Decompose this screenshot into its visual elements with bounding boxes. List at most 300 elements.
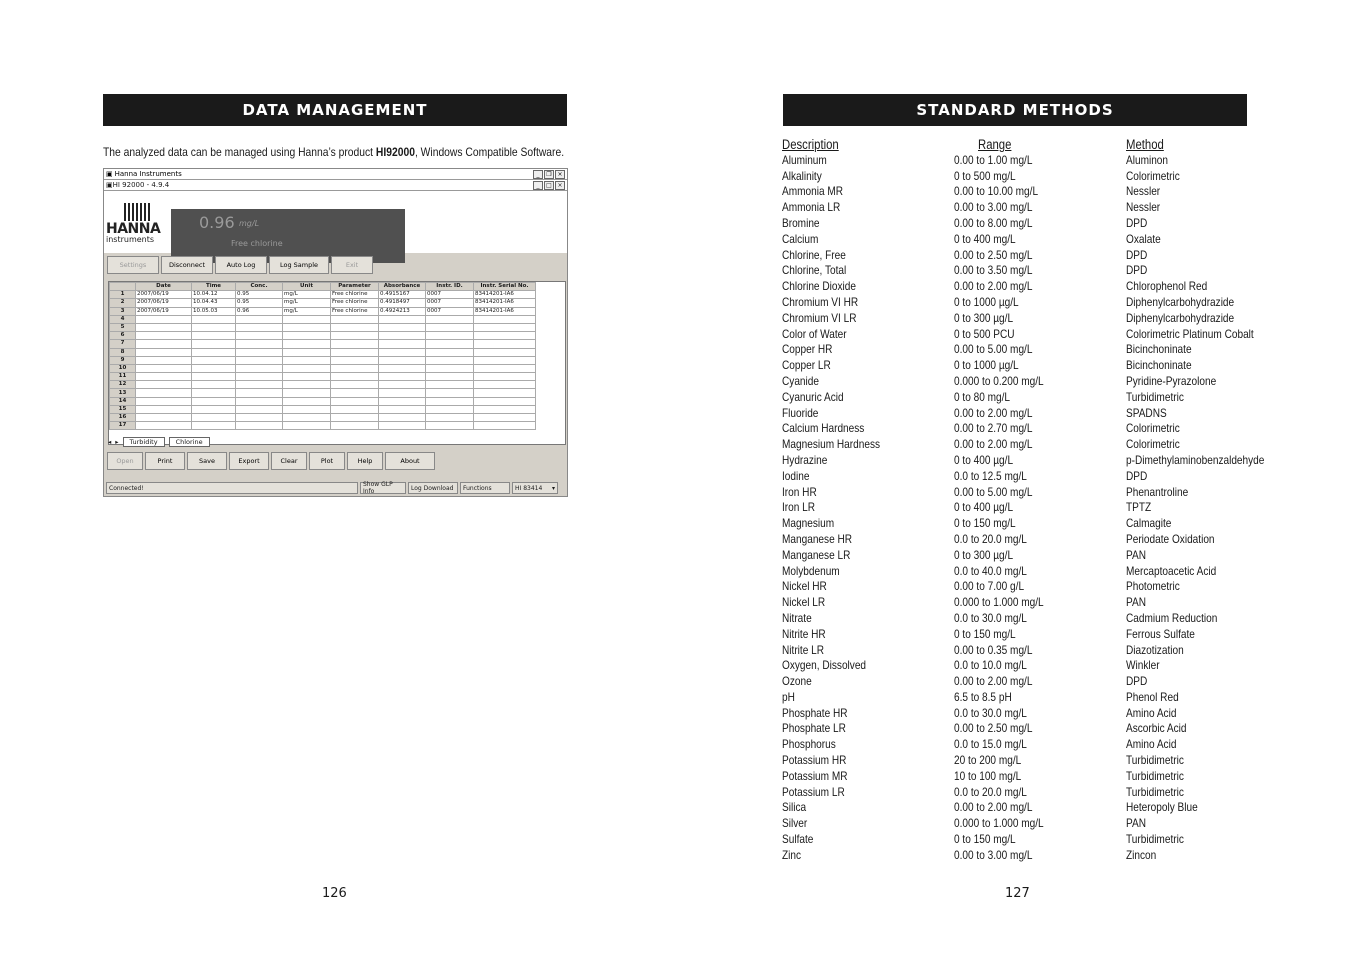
method-description: Oxygen, Dissolved xyxy=(782,658,867,673)
table-cell[interactable] xyxy=(283,381,331,389)
data-management-title: DATA MANAGEMENT xyxy=(103,94,567,126)
data-grid[interactable] xyxy=(108,281,566,445)
method-range: 20 to 200 mg/L xyxy=(954,753,1022,768)
method-name: Mercaptoacetic Acid xyxy=(1126,563,1217,578)
table-row[interactable] xyxy=(110,422,536,430)
method-range: 0.00 to 3.50 mg/L xyxy=(954,263,1033,278)
disconnect-button[interactable]: Disconnect xyxy=(161,256,213,274)
table-row[interactable] xyxy=(110,291,536,299)
method-range: 0 to 400 µg/L xyxy=(954,500,1014,515)
method-name: Diazotization xyxy=(1126,642,1184,657)
page-number-left: 126 xyxy=(322,886,347,901)
table-cell[interactable] xyxy=(426,323,474,331)
table-cell[interactable] xyxy=(474,405,536,413)
table-cell[interactable] xyxy=(379,323,426,331)
method-description: Copper LR xyxy=(782,358,831,373)
method-range: 0.0 to 30.0 mg/L xyxy=(954,705,1027,720)
table-cell[interactable] xyxy=(136,381,192,389)
table-cell[interactable] xyxy=(379,381,426,389)
table-cell[interactable] xyxy=(474,389,536,397)
method-name: Cadmium Reduction xyxy=(1126,610,1218,625)
table-cell[interactable] xyxy=(283,422,331,430)
table-row[interactable] xyxy=(110,348,536,356)
table-cell[interactable] xyxy=(426,332,474,340)
method-range: 0 to 1000 µg/L xyxy=(954,358,1019,373)
table-cell[interactable] xyxy=(192,414,236,422)
table-cell[interactable]: 2007/06/19 xyxy=(136,291,192,299)
table-cell[interactable] xyxy=(426,356,474,364)
table-cell[interactable] xyxy=(236,389,283,397)
table-row[interactable] xyxy=(110,332,536,340)
method-name: Phenol Red xyxy=(1126,689,1179,704)
col-header-time[interactable]: Time xyxy=(192,283,236,291)
table-cell[interactable] xyxy=(192,323,236,331)
print-button[interactable]: Print xyxy=(145,452,185,470)
table-cell[interactable] xyxy=(192,405,236,413)
table-cell[interactable] xyxy=(136,422,192,430)
table-cell[interactable] xyxy=(331,397,379,405)
row-number: 15 xyxy=(110,405,136,413)
method-range: 0.00 to 2.00 mg/L xyxy=(954,279,1033,294)
col-header-parameter[interactable]: Parameter xyxy=(331,283,379,291)
method-range: 0 to 150 mg/L xyxy=(954,832,1016,847)
col-header-absorbance[interactable]: Absorbance xyxy=(379,283,426,291)
exit-button[interactable]: Exit xyxy=(331,256,373,274)
table-cell[interactable]: 10.05.03 xyxy=(192,307,236,315)
table-cell[interactable] xyxy=(236,332,283,340)
method-name: p-Dimethylaminobenzaldehyde xyxy=(1126,452,1265,467)
method-description: Potassium HR xyxy=(782,753,847,768)
method-description: Cyanide xyxy=(782,373,819,388)
table-cell[interactable] xyxy=(474,348,536,356)
method-name: DPD xyxy=(1126,263,1148,278)
table-cell[interactable]: 0.4918497 xyxy=(379,299,426,307)
table-cell[interactable] xyxy=(136,405,192,413)
table-cell[interactable] xyxy=(192,315,236,323)
table-cell[interactable] xyxy=(331,373,379,381)
table-cell[interactable] xyxy=(331,340,379,348)
open-button[interactable]: Open xyxy=(107,452,143,470)
method-range: 0 to 150 mg/L xyxy=(954,626,1016,641)
method-range: 0 to 400 µg/L xyxy=(954,452,1014,467)
table-cell[interactable] xyxy=(426,364,474,372)
table-cell[interactable] xyxy=(136,348,192,356)
table-cell[interactable] xyxy=(192,356,236,364)
table-cell[interactable] xyxy=(192,340,236,348)
clear-button[interactable]: Clear xyxy=(271,452,307,470)
method-name: Bicinchoninate xyxy=(1126,342,1192,357)
table-cell[interactable] xyxy=(283,340,331,348)
intro-product: HI92000 xyxy=(375,145,415,159)
method-name: Pyridine-Pyrazolone xyxy=(1126,373,1217,388)
table-cell[interactable] xyxy=(283,315,331,323)
table-cell[interactable] xyxy=(192,397,236,405)
table-cell[interactable]: Free chlorine xyxy=(331,307,379,315)
minimize-icon[interactable]: _ xyxy=(533,170,543,179)
method-name: Bicinchoninate xyxy=(1126,358,1192,373)
table-cell[interactable] xyxy=(192,389,236,397)
table-cell[interactable] xyxy=(474,381,536,389)
table-row[interactable] xyxy=(110,414,536,422)
log-sample-button[interactable]: Log Sample xyxy=(269,256,329,274)
table-cell[interactable] xyxy=(136,340,192,348)
header-method: Method xyxy=(1126,137,1164,152)
table-cell[interactable]: 0.96 xyxy=(236,307,283,315)
sheet-tabs xyxy=(108,437,210,446)
table-cell[interactable] xyxy=(379,389,426,397)
table-cell[interactable] xyxy=(236,356,283,364)
method-description: Potassium LR xyxy=(782,784,845,799)
table-row[interactable] xyxy=(110,373,536,381)
method-name: Turbidimetric xyxy=(1126,784,1184,799)
table-cell[interactable] xyxy=(426,397,474,405)
settings-button[interactable]: Settings xyxy=(107,256,159,274)
col-header-instr-id[interactable]: Instr. ID. xyxy=(426,283,474,291)
table-cell[interactable] xyxy=(474,315,536,323)
inner-maximize-icon[interactable]: □ xyxy=(544,181,554,190)
method-name: Calmagite xyxy=(1126,516,1172,531)
plot-button[interactable]: Plot xyxy=(309,452,345,470)
method-name: Photometric xyxy=(1126,579,1180,594)
method-name: PAN xyxy=(1126,547,1146,562)
table-cell[interactable]: Free chlorine xyxy=(331,291,379,299)
table-cell[interactable] xyxy=(236,315,283,323)
table-cell[interactable] xyxy=(379,422,426,430)
table-row[interactable] xyxy=(110,405,536,413)
logo-name: HANNA xyxy=(106,221,161,237)
method-range: 0.00 to 2.00 mg/L xyxy=(954,437,1033,452)
table-cell[interactable]: 0007 xyxy=(426,299,474,307)
table-cell[interactable] xyxy=(136,397,192,405)
about-button[interactable]: About xyxy=(385,452,435,470)
method-range: 0.00 to 2.00 mg/L xyxy=(954,674,1033,689)
instrument-select[interactable] xyxy=(512,482,558,494)
method-name: PAN xyxy=(1126,595,1146,610)
method-range: 0 to 400 mg/L xyxy=(954,231,1016,246)
table-cell[interactable]: 0.95 xyxy=(236,291,283,299)
table-cell[interactable] xyxy=(426,422,474,430)
method-description: Sulfate xyxy=(782,832,814,847)
table-cell[interactable] xyxy=(331,381,379,389)
table-cell[interactable] xyxy=(331,348,379,356)
table-cell[interactable] xyxy=(474,340,536,348)
table-cell[interactable] xyxy=(283,364,331,372)
table-cell[interactable] xyxy=(331,356,379,364)
table-cell[interactable] xyxy=(136,364,192,372)
table-cell[interactable] xyxy=(136,332,192,340)
method-range: 0.0 to 20.0 mg/L xyxy=(954,531,1027,546)
method-range: 0.000 to 1.000 mg/L xyxy=(954,595,1044,610)
method-range: 0.00 to 2.50 mg/L xyxy=(954,721,1033,736)
col-header-date[interactable]: Date xyxy=(136,283,192,291)
table-cell[interactable] xyxy=(379,405,426,413)
method-description: Chromium VI LR xyxy=(782,310,857,325)
table-cell[interactable] xyxy=(474,422,536,430)
table-cell[interactable] xyxy=(136,323,192,331)
table-cell[interactable] xyxy=(192,364,236,372)
method-description: Ozone xyxy=(782,674,812,689)
inner-minimize-icon[interactable]: _ xyxy=(533,181,543,190)
table-row[interactable] xyxy=(110,397,536,405)
table-cell[interactable] xyxy=(283,389,331,397)
table-cell[interactable] xyxy=(426,414,474,422)
table-cell[interactable] xyxy=(136,389,192,397)
table-cell[interactable] xyxy=(283,323,331,331)
table-cell[interactable] xyxy=(236,405,283,413)
method-description: Phosphorus xyxy=(782,737,836,752)
table-cell[interactable]: Free chlorine xyxy=(331,299,379,307)
table-cell[interactable]: 10.04.43 xyxy=(192,299,236,307)
table-cell[interactable] xyxy=(379,340,426,348)
row-number: 9 xyxy=(110,356,136,364)
show-glp-button[interactable]: Show GLP Info xyxy=(360,482,406,494)
row-number: 6 xyxy=(110,332,136,340)
method-name: PAN xyxy=(1126,816,1146,831)
tab-chlorine[interactable]: Chlorine xyxy=(169,437,210,447)
method-description: pH xyxy=(782,689,795,704)
table-cell[interactable] xyxy=(236,364,283,372)
method-range: 0 to 1000 µg/L xyxy=(954,294,1019,309)
table-cell[interactable] xyxy=(331,422,379,430)
standard-methods-title: STANDARD METHODS xyxy=(783,94,1247,126)
inner-app-icon: ▣ xyxy=(106,181,113,189)
method-range: 0.0 to 10.0 mg/L xyxy=(954,658,1027,673)
method-description: Calcium xyxy=(782,231,819,246)
chevron-down-icon: ▾ xyxy=(551,484,555,492)
table-cell[interactable] xyxy=(236,422,283,430)
intro-post: , Windows Compatible Software. xyxy=(414,145,565,159)
table-cell[interactable] xyxy=(426,315,474,323)
method-description: Iron HR xyxy=(782,484,817,499)
table-cell[interactable] xyxy=(236,414,283,422)
export-button[interactable]: Export xyxy=(229,452,269,470)
table-cell[interactable] xyxy=(379,364,426,372)
method-name: Nessler xyxy=(1126,184,1161,199)
table-cell[interactable] xyxy=(136,414,192,422)
row-number: 7 xyxy=(110,340,136,348)
table-cell[interactable] xyxy=(283,373,331,381)
status-text: Connected! xyxy=(106,482,358,494)
header-area xyxy=(104,191,567,253)
table-cell[interactable]: 0.95 xyxy=(236,299,283,307)
table-cell[interactable] xyxy=(283,414,331,422)
table-cell[interactable] xyxy=(474,356,536,364)
col-header-unit[interactable]: Unit xyxy=(283,283,331,291)
method-range: 0.00 to 1.00 mg/L xyxy=(954,152,1033,167)
table-cell[interactable] xyxy=(192,381,236,389)
method-range: 0.00 to 3.00 mg/L xyxy=(954,200,1033,215)
table-cell[interactable] xyxy=(331,414,379,422)
table-cell[interactable] xyxy=(283,397,331,405)
method-name: Zincon xyxy=(1126,847,1157,862)
inner-title: HI 92000 - 4.9.4 xyxy=(112,181,170,189)
tab-turbidity[interactable]: Turbidity xyxy=(123,437,165,447)
row-number: 5 xyxy=(110,323,136,331)
method-range: 10 to 100 mg/L xyxy=(954,768,1022,783)
method-range: 0.00 to 8.00 mg/L xyxy=(954,215,1033,230)
table-row[interactable] xyxy=(110,381,536,389)
table-cell[interactable] xyxy=(379,397,426,405)
table-cell[interactable] xyxy=(331,405,379,413)
table-cell[interactable] xyxy=(236,397,283,405)
table-cell[interactable] xyxy=(136,356,192,364)
table-cell[interactable]: 0.4915167 xyxy=(379,291,426,299)
table-cell[interactable] xyxy=(192,422,236,430)
logo-sub: instruments xyxy=(106,235,155,244)
inner-titlebar xyxy=(104,180,567,191)
table-row[interactable] xyxy=(110,299,536,307)
table-cell[interactable] xyxy=(331,323,379,331)
hanna-logo xyxy=(106,201,168,245)
method-range: 0 to 150 mg/L xyxy=(954,516,1016,531)
inner-close-icon[interactable]: × xyxy=(555,181,565,190)
method-description: Manganese HR xyxy=(782,531,853,546)
method-range: 0.0 to 20.0 mg/L xyxy=(954,784,1027,799)
method-description: Silver xyxy=(782,816,808,831)
table-cell[interactable] xyxy=(379,414,426,422)
table-cell[interactable] xyxy=(426,373,474,381)
table-cell[interactable] xyxy=(426,381,474,389)
method-name: Ascorbic Acid xyxy=(1126,721,1187,736)
tab-scroll-left-icon[interactable]: ◂ xyxy=(108,437,112,446)
bottom-button-row xyxy=(107,452,435,470)
table-cell[interactable]: 83414201-IA6 xyxy=(474,299,536,307)
table-row[interactable] xyxy=(110,307,536,315)
table-cell[interactable] xyxy=(283,332,331,340)
col-header-serial[interactable]: Instr. Serial No. xyxy=(474,283,536,291)
method-description: Nitrite LR xyxy=(782,642,825,657)
table-cell[interactable] xyxy=(379,315,426,323)
table-cell[interactable] xyxy=(426,389,474,397)
table-cell[interactable] xyxy=(474,364,536,372)
table-cell[interactable]: 0007 xyxy=(426,307,474,315)
header-range: Range xyxy=(978,137,1012,152)
method-description: Calcium Hardness xyxy=(782,421,865,436)
col-header-conc[interactable]: Conc. xyxy=(236,283,283,291)
method-name: Heteropoly Blue xyxy=(1126,800,1198,815)
help-button[interactable]: Help xyxy=(347,452,383,470)
app-icon: ▣ xyxy=(106,170,113,178)
table-cell[interactable] xyxy=(379,373,426,381)
method-name: Amino Acid xyxy=(1126,737,1177,752)
table-row[interactable] xyxy=(110,356,536,364)
table-cell[interactable] xyxy=(331,315,379,323)
table-cell[interactable] xyxy=(236,381,283,389)
table-cell[interactable] xyxy=(474,397,536,405)
method-name: Diphenylcarbohydrazide xyxy=(1126,294,1235,309)
table-cell[interactable]: 2007/06/19 xyxy=(136,299,192,307)
method-name: Diphenylcarbohydrazide xyxy=(1126,310,1235,325)
method-description: Molybdenum xyxy=(782,563,840,578)
table-cell[interactable]: 83414201-IA6 xyxy=(474,291,536,299)
table-cell[interactable]: mg/L xyxy=(283,299,331,307)
row-number: 2 xyxy=(110,299,136,307)
table-cell[interactable] xyxy=(136,315,192,323)
table-cell[interactable] xyxy=(474,414,536,422)
method-description: Magnesium xyxy=(782,516,835,531)
method-name: Chlorophenol Red xyxy=(1126,279,1208,294)
method-description: Fluoride xyxy=(782,405,819,420)
table-cell[interactable] xyxy=(236,373,283,381)
barcode-icon xyxy=(124,203,150,221)
table-cell[interactable] xyxy=(236,348,283,356)
table-cell[interactable] xyxy=(136,373,192,381)
table-cell[interactable] xyxy=(474,323,536,331)
method-range: 0.000 to 0.200 mg/L xyxy=(954,373,1044,388)
close-icon[interactable]: × xyxy=(555,170,565,179)
table-row[interactable] xyxy=(110,364,536,372)
method-description: Nitrate xyxy=(782,610,812,625)
table-cell[interactable] xyxy=(379,348,426,356)
table-cell[interactable]: 10.04.12 xyxy=(192,291,236,299)
row-number: 17 xyxy=(110,422,136,430)
table-cell[interactable] xyxy=(236,323,283,331)
table-cell[interactable] xyxy=(426,348,474,356)
row-number: 4 xyxy=(110,315,136,323)
log-download-button[interactable]: Log Download xyxy=(408,482,458,494)
table-row[interactable] xyxy=(110,389,536,397)
table-cell[interactable]: 0007 xyxy=(426,291,474,299)
table-cell[interactable] xyxy=(379,332,426,340)
table-cell[interactable] xyxy=(236,340,283,348)
method-description: Potassium MR xyxy=(782,768,848,783)
table-cell[interactable]: 83414201-IA6 xyxy=(474,307,536,315)
table-cell[interactable] xyxy=(379,356,426,364)
method-description: Bromine xyxy=(782,215,820,230)
method-description: Nitrite HR xyxy=(782,626,826,641)
table-cell[interactable] xyxy=(192,332,236,340)
table-cell[interactable]: 2007/06/19 xyxy=(136,307,192,315)
status-bar xyxy=(106,482,563,494)
method-range: 0.00 to 2.00 mg/L xyxy=(954,405,1033,420)
functions-button[interactable]: Functions xyxy=(460,482,510,494)
method-range: 0.0 to 12.5 mg/L xyxy=(954,468,1027,483)
table-cell[interactable] xyxy=(192,373,236,381)
tab-scroll-right-icon[interactable]: ▸ xyxy=(115,437,119,446)
method-description: Nickel HR xyxy=(782,579,827,594)
table-cell[interactable] xyxy=(474,373,536,381)
table-cell[interactable]: mg/L xyxy=(283,307,331,315)
table-cell[interactable] xyxy=(283,348,331,356)
table-cell[interactable] xyxy=(426,405,474,413)
table-cell[interactable] xyxy=(474,332,536,340)
method-name: Amino Acid xyxy=(1126,705,1177,720)
table-cell[interactable] xyxy=(283,356,331,364)
instrument-select-value: HI 83414 xyxy=(515,484,543,492)
restore-icon[interactable]: ❐ xyxy=(544,170,554,179)
table-cell[interactable] xyxy=(283,405,331,413)
row-number: 16 xyxy=(110,414,136,422)
method-name: Phenantroline xyxy=(1126,484,1189,499)
save-button[interactable]: Save xyxy=(187,452,227,470)
table-cell[interactable] xyxy=(192,348,236,356)
table-cell[interactable] xyxy=(331,332,379,340)
method-description: Aluminum xyxy=(782,152,827,167)
table-row[interactable] xyxy=(110,340,536,348)
table-cell[interactable] xyxy=(331,364,379,372)
method-description: Color of Water xyxy=(782,326,847,341)
table-row[interactable] xyxy=(110,323,536,331)
table-cell[interactable] xyxy=(331,389,379,397)
method-range: 0.00 to 2.00 mg/L xyxy=(954,800,1033,815)
auto-log-button[interactable]: Auto Log xyxy=(215,256,267,274)
method-name: Colorimetric Platinum Cobalt xyxy=(1126,326,1254,341)
table-cell[interactable]: 0.4924213 xyxy=(379,307,426,315)
method-description: Chlorine, Total xyxy=(782,263,847,278)
table-cell[interactable]: mg/L xyxy=(283,291,331,299)
table-cell[interactable] xyxy=(426,340,474,348)
table-row[interactable] xyxy=(110,315,536,323)
